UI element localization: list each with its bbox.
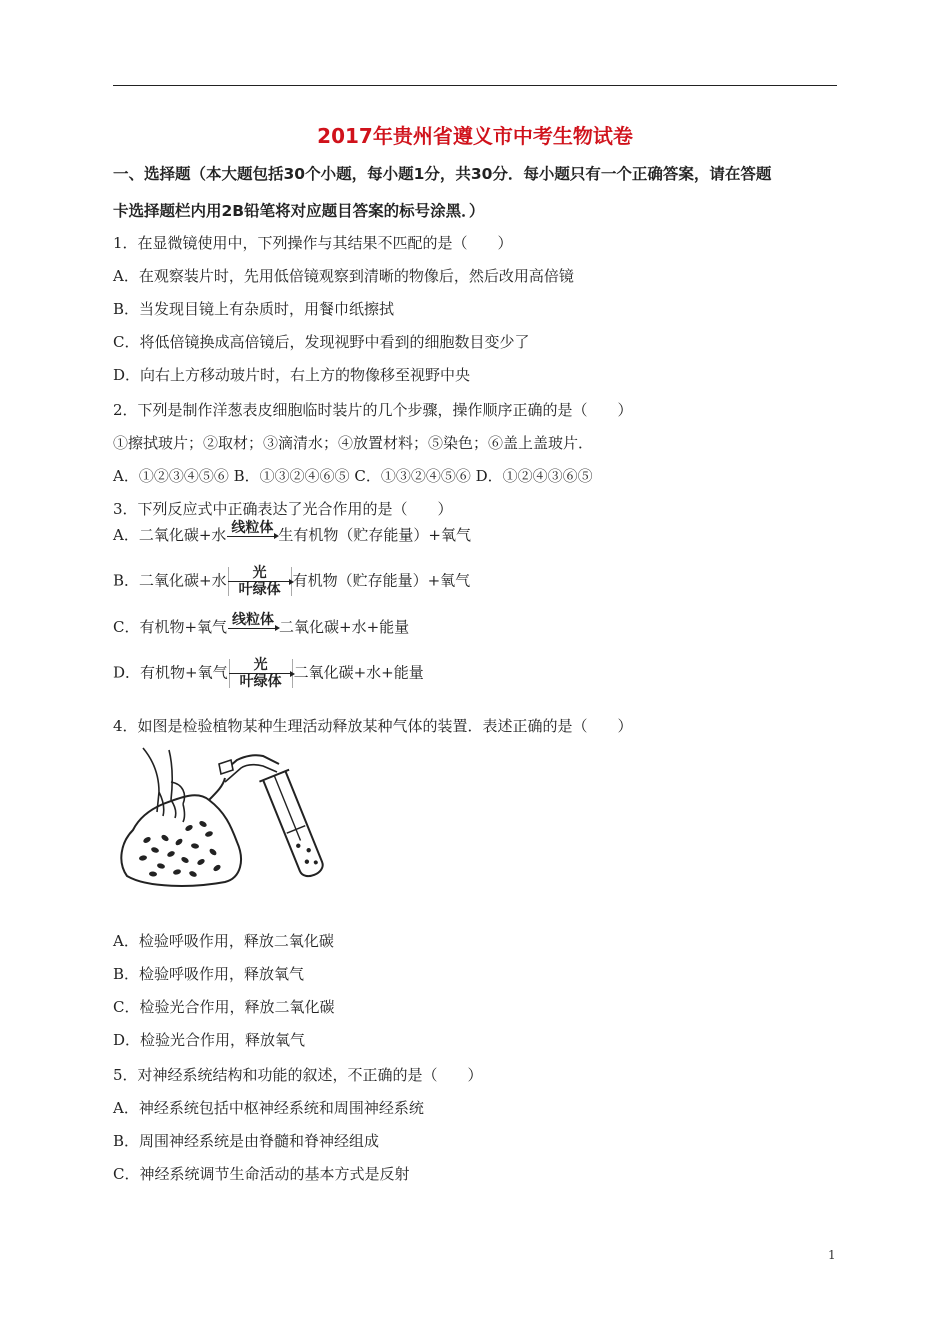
arrow-condition-top: 线粒体 <box>231 519 274 536</box>
reaction-arrow <box>227 520 277 547</box>
page-number: 1 <box>828 1248 836 1262</box>
question-4-option-d: D．检验光合作用，释放氧气 <box>113 1031 306 1049</box>
reaction-arrow <box>229 657 293 690</box>
section-heading-line-1: 一、选择题（本大题包括30个小题，每小题1分，共30分．每小题只有一个正确答案，请在答题 <box>113 165 772 183</box>
reaction-arrow <box>228 565 292 598</box>
question-5-stem: 5．对神经系统结构和功能的叙述，不正确的是（ ） <box>113 1066 483 1084</box>
question-3-option-b <box>113 565 470 598</box>
option-d-products: 二氧化碳+水+能量 <box>293 663 424 682</box>
option-c-products: 二氧化碳+水+能量 <box>279 618 410 636</box>
clip <box>219 760 233 774</box>
option-d-reactants: D．有机物+氧气 <box>113 663 228 682</box>
arrow-condition-bottom: 叶绿体 <box>238 582 281 598</box>
question-5-option-c: C．神经系统调节生命活动的基本方式是反射 <box>113 1165 410 1183</box>
question-3-stem: 3．下列反应式中正确表达了光合作用的是（ ） <box>113 500 453 518</box>
question-1-option-d: D．向右上方移动玻片时，右上方的物像移至视野中央 <box>113 366 471 384</box>
arrow-condition-top: 光 <box>252 565 267 581</box>
question-1-option-a: A．在观察装片时，先用低倍镜观察到清晰的物像后，然后改用高倍镜 <box>113 267 574 285</box>
question-5-option-b: B．周围神经系统是由脊髓和脊神经组成 <box>113 1132 380 1150</box>
test-tube <box>259 770 329 881</box>
option-a-products: 生有机物（贮存能量）+氧气 <box>278 526 471 544</box>
question-1-option-c: C．将低倍镜换成高倍镜后，发现视野中看到的细胞数目变少了 <box>113 333 530 351</box>
option-c-reactants: C．有机物+氧气 <box>113 618 228 636</box>
page-title: 2017年贵州省遵义市中考生物试卷 <box>317 124 633 148</box>
question-4-option-b: B．检验呼吸作用，释放氧气 <box>113 965 305 983</box>
section-heading-line-2: 卡选择题栏内用2B铅笔将对应题目答案的标号涂黑．） <box>113 202 485 220</box>
question-3-option-a <box>113 519 471 547</box>
header-rule <box>113 85 837 86</box>
question-5-option-a: A．神经系统包括中枢神经系统和周围神经系统 <box>113 1099 424 1117</box>
question-3-option-c <box>113 611 410 639</box>
gas-test-apparatus-figure <box>113 742 339 894</box>
arrow-condition-top: 光 <box>253 657 268 673</box>
leaves <box>139 820 222 878</box>
question-3-option-d <box>113 657 424 690</box>
question-2-stem: 2．下列是制作洋葱表皮细胞临时装片的几个步骤，操作顺序正确的是（ ） <box>113 401 633 419</box>
question-1-stem: 1．在显微镜使用中，下列操作与其结果不匹配的是（ ） <box>113 234 513 252</box>
question-2-options: A．①②③④⑤⑥ B．①③②④⑥⑤ C．①③②④⑤⑥ D．①②④③⑥⑤ <box>113 467 593 485</box>
question-4-option-a: A．检验呼吸作用，释放二氧化碳 <box>113 932 334 950</box>
question-4-stem: 4．如图是检验植物某种生理活动释放某种气体的装置．表述正确的是（ ） <box>113 717 633 735</box>
arrow-condition-top: 线粒体 <box>232 611 275 628</box>
arrow-condition-bottom: 叶绿体 <box>239 674 282 690</box>
question-4-option-c: C．检验光合作用，释放二氧化碳 <box>113 998 335 1016</box>
question-1-option-b: B．当发现目镜上有杂质时，用餐巾纸擦拭 <box>113 300 395 318</box>
option-a-reactants: A．二氧化碳+水 <box>113 526 227 544</box>
option-b-products: 有机物（贮存能量）+氧气 <box>292 571 471 590</box>
question-2-steps: ①擦拭玻片；②取材；③滴清水；④放置材料；⑤染色；⑥盖上盖玻片． <box>113 434 594 452</box>
option-b-reactants: B．二氧化碳+水 <box>113 571 227 590</box>
reaction-arrow <box>228 612 278 639</box>
